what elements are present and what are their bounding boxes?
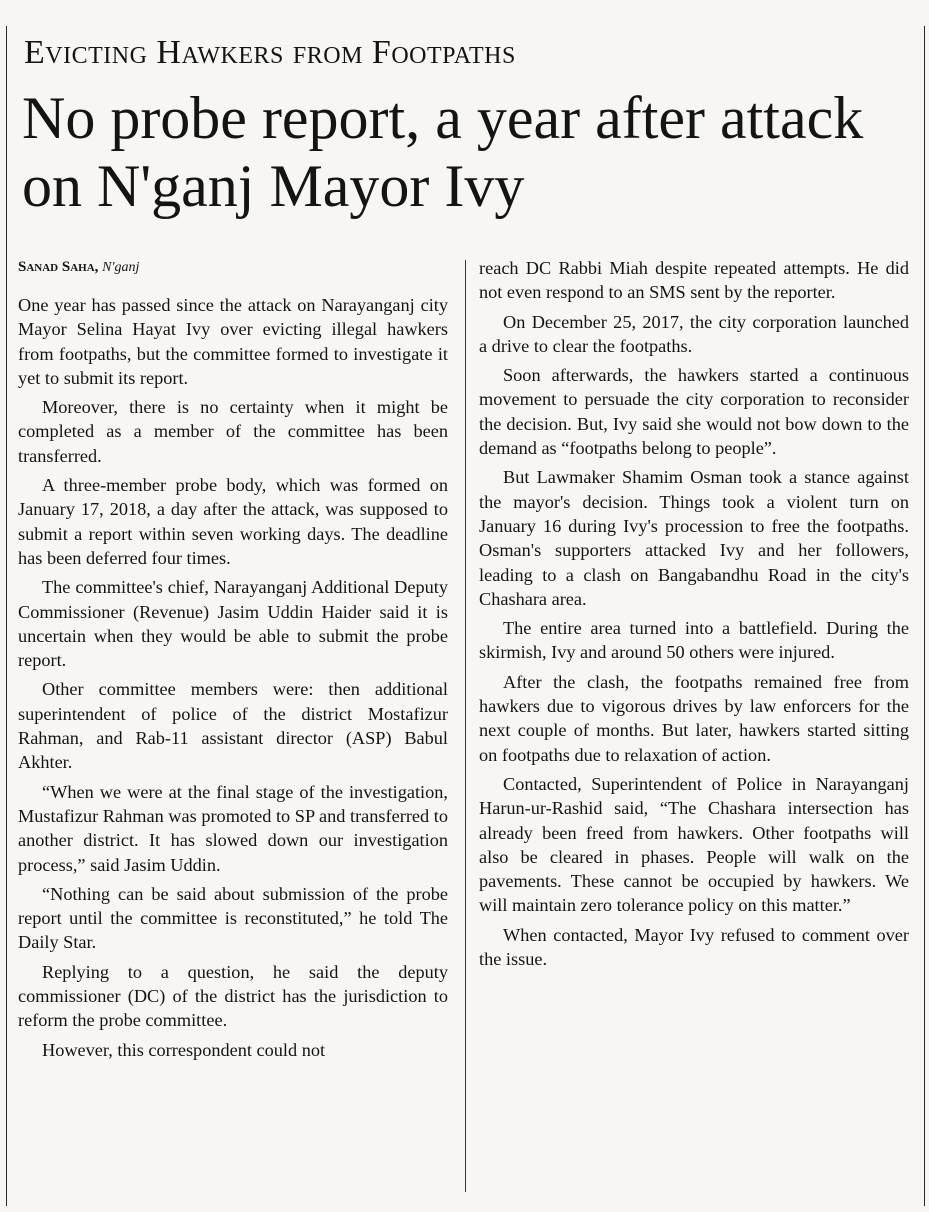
- paragraph: On December 25, 2017, the city corporation launched a drive to clear the footpaths.: [479, 311, 909, 356]
- right-column: [479, 256, 909, 976]
- left-border-rule: [6, 26, 7, 1206]
- paragraph: “When we were at the final stage of the investigation, Mustafizur Rahman was promoted to SP and transferred to another district. It has slowed down our investigation process,” said Jasim Uddin.: [18, 781, 448, 875]
- paragraph: When contacted, Mayor Ivy refused to comment over the issue.: [479, 924, 909, 970]
- paragraph: reach DC Rabbi Miah despite repeated attempts. He did not even respond to an SMS sent by the reporter.: [479, 258, 909, 303]
- paragraph: Soon afterwards, the hawkers started a continuous movement to persuade the city corporation to reconsider the decision. But, Ivy said she would not bow down to the demand as “footpaths belong to people”.: [479, 365, 909, 459]
- headline: No probe report, a year after attack on N'ganj Mayor Ivy: [22, 85, 864, 219]
- paragraph: The committee's chief, Narayanganj Additional Deputy Commissioner (Revenue) Jasim Uddin Haider said it is uncertain when they would be able to submit the probe report.: [18, 577, 448, 671]
- paragraph: Contacted, Superintendent of Police in Narayanganj Harun-ur-Rashid said, “The Chashara intersection has already been freed from hawkers. Other footpaths will also be cleared in phases. People will walk on the pavements. These cannot be occupied by hawkers. We will maintain zero tolerance policy on this matter.”: [479, 773, 909, 916]
- byline-author: Sanad Saha,: [18, 259, 99, 275]
- paragraph: But Lawmaker Shamim Osman took a stance against the mayor's decision. Things took a violent turn on January 16 during Ivy's procession to free the footpaths. Osman's supporters attacked Ivy and her followers, leading to a clash on Bangabandhu Road in the city's Chashara area.: [479, 467, 909, 609]
- paragraph: Moreover, there is no certainty when it might be completed as a member of the committee has been transferred.: [18, 397, 448, 466]
- byline: [18, 256, 448, 279]
- paragraph: However, this correspondent could not: [42, 1039, 326, 1060]
- paragraph: A three-member probe body, which was formed on January 17, 2018, a day after the attack, was supposed to submit a report within seven working days. The deadline has been deferred four times.: [18, 475, 448, 568]
- paragraph: One year has passed since the attack on Narayanganj city Mayor Selina Hayat Ivy over evicting illegal hawkers from footpaths, but the committee formed to investigate it yet to submit its report.: [18, 295, 448, 388]
- paragraph: “Nothing can be said about submission of the probe report until the committee is reconstituted,” he told The Daily Star.: [18, 883, 448, 953]
- article-body: [18, 256, 918, 1196]
- paragraph: Other committee members were: then additional superintendent of police of the district Mostafizur Rahman, and Rab-11 assistant director (ASP) Babul Akhter.: [18, 679, 448, 773]
- column-divider: [465, 260, 466, 1192]
- paragraph: The entire area turned into a battlefield. During the skirmish, Ivy and around 50 others were injured.: [479, 618, 909, 663]
- left-column: [18, 256, 448, 1067]
- right-border-rule: [924, 26, 925, 1206]
- byline-location: N'ganj: [102, 260, 140, 275]
- paragraph: After the clash, the footpaths remained free from hawkers due to vigorous drives by law enforcers for the next couple of months. But later, hawkers started sitting on footpaths due to relaxation of action.: [479, 671, 909, 765]
- paragraph: Replying to a question, he said the deputy commissioner (DC) of the district has the jurisdiction to reform the probe committee.: [18, 961, 448, 1031]
- kicker: Evicting Hawkers from Footpaths: [24, 34, 516, 71]
